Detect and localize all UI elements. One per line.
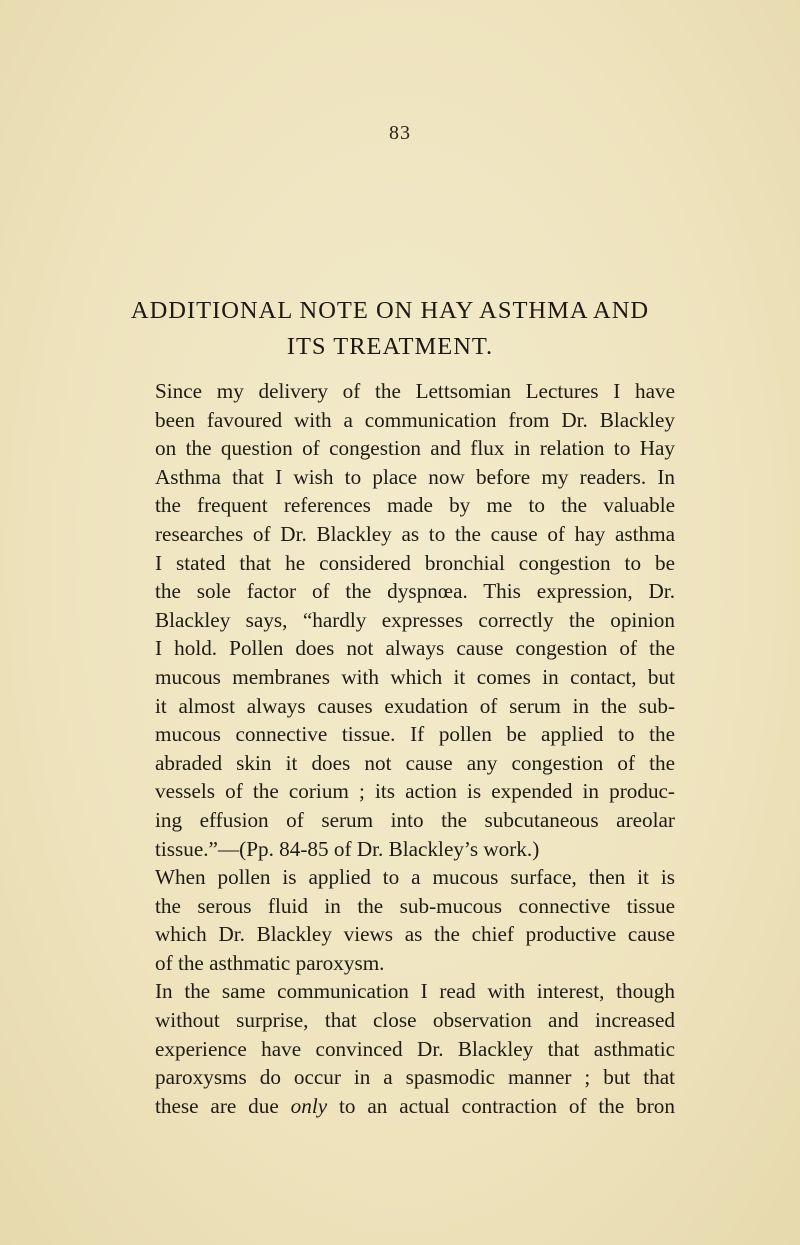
text-line: tissue.”—(Pp. 84-85 of Dr. Blackley’s work.) bbox=[155, 836, 540, 861]
text-line: the frequent references made by me to the valuable bbox=[155, 493, 675, 518]
text-line: on the question of congestion and flux in relation to Hay bbox=[155, 436, 675, 461]
paragraph-1 bbox=[133, 377, 675, 863]
heading-line-2: ITS TREATMENT. bbox=[286, 333, 494, 360]
heading-line-1: ADDITIONAL NOTE ON HAY ASTHMA AND bbox=[130, 297, 650, 324]
text-line: In the same communication I read with interest, though bbox=[155, 979, 675, 1004]
text-line: I stated that he considered bronchial congestion to be bbox=[155, 550, 675, 575]
page-number: 83 bbox=[389, 122, 411, 144]
text-line: it almost always causes exudation of serum in the sub- bbox=[155, 693, 675, 718]
text-line: When pollen is applied to a mucous surface, then it is bbox=[155, 865, 675, 890]
text-line-with-emphasis bbox=[133, 1092, 675, 1121]
text-line: Blackley says, “hardly expresses correctly the opinion bbox=[155, 607, 675, 632]
text-line: I hold. Pollen does not always cause congestion of the bbox=[155, 636, 675, 661]
paragraph-3 bbox=[133, 977, 675, 1120]
paragraph-2 bbox=[133, 863, 675, 977]
text-line: experience have convinced Dr. Blackley that asthmatic bbox=[155, 1036, 675, 1061]
text-line: ing effusion of serum into the subcutaneous areolar bbox=[155, 807, 675, 832]
text-line: Since my delivery of the Lettsomian Lectures I have bbox=[155, 379, 675, 403]
text-line: researches of Dr. Blackley as to the cause of hay asthma bbox=[155, 521, 675, 546]
text-line: been favoured with a communication from Dr. Blackley bbox=[155, 407, 675, 432]
text-fragment: to an actual contraction of the bron bbox=[327, 1093, 675, 1118]
text-line: without surprise, that close observation and increased bbox=[155, 1008, 675, 1033]
text-line: the sole factor of the dyspnœa. This expression, Dr. bbox=[155, 579, 675, 604]
text-line: vessels of the corium ; its action is expended in produc- bbox=[155, 779, 675, 804]
text-line: the serous fluid in the sub-mucous connective tissue bbox=[155, 893, 675, 918]
text-line: abraded skin it does not cause any congestion of the bbox=[155, 750, 675, 775]
body-text bbox=[133, 377, 675, 1120]
chapter-heading bbox=[125, 293, 655, 365]
text-line: of the asthmatic paroxysm. bbox=[155, 950, 385, 975]
text-line: Asthma that I wish to place now before my readers. In bbox=[155, 464, 675, 489]
text-line: paroxysms do occur in a spasmodic manner ; but that bbox=[155, 1065, 675, 1090]
text-line: mucous membranes with which it comes in contact, but bbox=[155, 664, 675, 689]
text-line: which Dr. Blackley views as the chief productive cause bbox=[155, 922, 675, 947]
text-line: mucous connective tissue. If pollen be applied to the bbox=[155, 722, 675, 747]
text-fragment: these are due bbox=[155, 1093, 291, 1118]
emphasized-word: only bbox=[290, 1093, 328, 1118]
